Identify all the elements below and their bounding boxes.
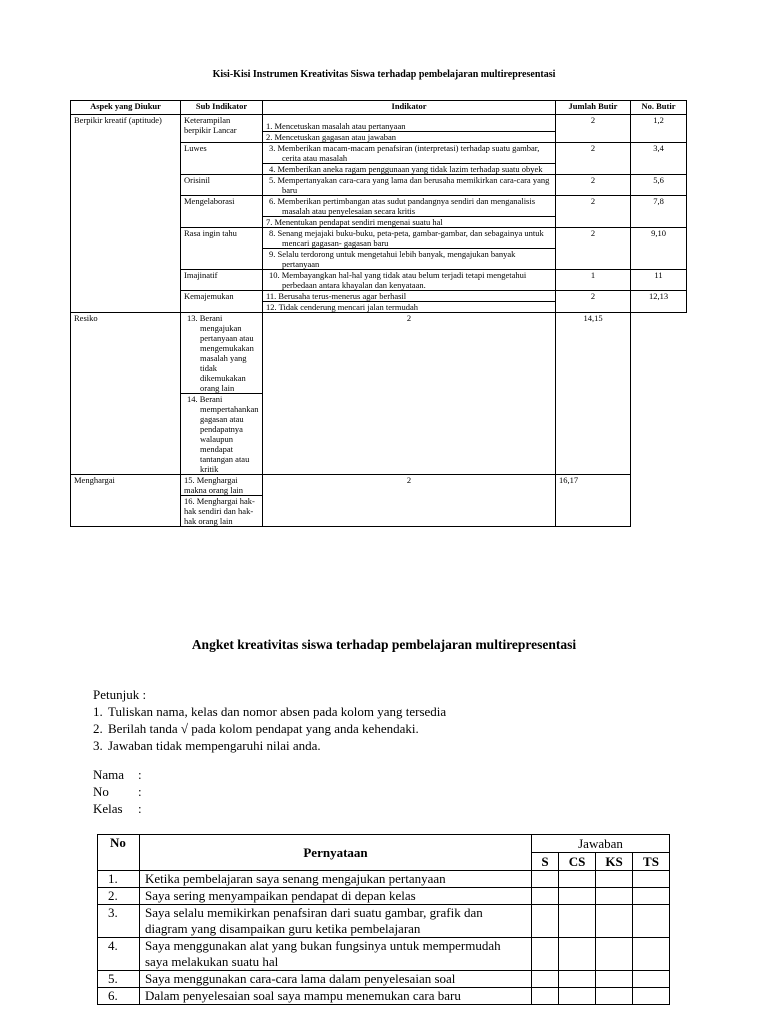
kisi-kisi-table (70, 100, 687, 527)
answer-cell-cs[interactable] (559, 905, 596, 938)
doc1-title: Kisi-Kisi Instrumen Kreativitas Siswa terhadap pembelajaran multirepresentasi (212, 69, 556, 80)
jumlah-cell: 1 (556, 270, 631, 291)
no-butir-cell: 3,4 (631, 143, 687, 175)
answer-cell-ks[interactable] (596, 971, 633, 988)
statement-text: Saya sering menyampaikan pendapat di depan kelas (140, 888, 532, 905)
no-butir-cell: 9,10 (631, 228, 687, 270)
instruction-number: 2. (93, 721, 103, 736)
table-row (98, 888, 670, 905)
field-no (93, 783, 142, 800)
instruction-item (93, 720, 446, 737)
indicator-text: 13. Berani mengajukan pertanyaan atau mengemukakan masalah yang tidak dikemukakan orang lain (187, 313, 254, 393)
answer-cell-cs[interactable] (559, 971, 596, 988)
option-ts: TS (633, 853, 670, 871)
answer-cell-s[interactable] (532, 888, 559, 905)
indicator-text: 4. Memberikan aneka ragam penggunaan yang tidak lazim terhadap suatu obyek (269, 164, 543, 174)
sub-indikator-cell: Orisinil (181, 175, 263, 196)
row-number: 4. (98, 938, 140, 971)
header-no-butir: No. Butir (631, 101, 687, 115)
header-jumlah-butir: Jumlah Butir (556, 101, 631, 115)
header-indikator: Indikator (263, 101, 556, 115)
answer-cell-ks[interactable] (596, 888, 633, 905)
statement-text: Saya menggunakan alat yang bukan fungsinya untuk mempermudah saya melakukan suatu hal (140, 938, 532, 971)
answer-cell-ts[interactable] (633, 988, 670, 1005)
jumlah-cell: 2 (556, 291, 631, 313)
answer-cell-ts[interactable] (633, 971, 670, 988)
row-number: 1. (98, 871, 140, 888)
field-colon: : (138, 784, 142, 799)
indicator-cell: 2. Mencetuskan gagasan atau jawaban (263, 132, 556, 143)
header-aspek: Aspek yang Diukur (71, 101, 181, 115)
jumlah-cell: 2 (556, 196, 631, 228)
jumlah-cell: 2 (556, 115, 631, 143)
indicator-cell: 12. Tidak cenderung mencari jalan termudah (263, 302, 556, 313)
indicator-cell (263, 228, 556, 249)
answer-cell-s[interactable] (532, 905, 559, 938)
table-row (71, 115, 687, 132)
field-label: No (93, 784, 109, 799)
indicator-cell (181, 313, 263, 394)
field-nama (93, 766, 142, 783)
answer-cell-ts[interactable] (633, 905, 670, 938)
answer-cell-cs[interactable] (559, 988, 596, 1005)
instructions (93, 686, 446, 754)
answer-cell-s[interactable] (532, 988, 559, 1005)
doc2-title: Angket kreativitas siswa terhadap pembelajaran multirepresentasi (191, 637, 577, 652)
indicator-cell (263, 175, 556, 196)
instruction-number: 3. (93, 738, 103, 753)
indicator-cell (181, 394, 263, 475)
sub-indikator-cell: Imajinatif (181, 270, 263, 291)
header-pernyataan: Pernyataan (140, 835, 532, 871)
instruction-text: Tuliskan nama, kelas dan nomor absen pada kolom yang tersedia (108, 704, 447, 719)
angket-table (97, 834, 670, 1005)
table-row (98, 871, 670, 888)
statement-text: Saya selalu memikirkan penafsiran dari suatu gambar, grafik dan diagram yang disampaikan guru ketika pembelajaran (140, 905, 532, 938)
answer-cell-ks[interactable] (596, 905, 633, 938)
statement-text: Ketika pembelajaran saya senang mengajukan pertanyaan (140, 871, 532, 888)
no-butir-cell: 1,2 (631, 115, 687, 143)
indicator-cell: 11. Berusaha terus-menerus agar berhasil (263, 291, 556, 302)
indicator-cell (263, 164, 556, 175)
answer-cell-ts[interactable] (633, 888, 670, 905)
table-header-row (71, 101, 687, 115)
table-row (98, 988, 670, 1005)
row-number: 6. (98, 988, 140, 1005)
instruction-item (93, 737, 446, 754)
field-label: Kelas (93, 801, 123, 816)
indicator-cell: 7. Menentukan pendapat sendiri mengenai suatu hal (263, 217, 556, 228)
indicator-cell (263, 270, 556, 291)
field-colon: : (138, 801, 142, 816)
answer-cell-cs[interactable] (559, 871, 596, 888)
answer-cell-ts[interactable] (633, 871, 670, 888)
jumlah-cell: 2 (263, 475, 556, 527)
indicator-cell: 15. Menghargai makna orang lain (181, 475, 263, 496)
instruction-text: Berilah tanda √ pada kolom pendapat yang anda kehendaki. (108, 721, 419, 736)
jumlah-cell: 2 (556, 143, 631, 175)
sub-indikator-cell: Kemajemukan (181, 291, 263, 313)
header-sub-indikator: Sub Indikator (181, 101, 263, 115)
no-butir-cell: 11 (631, 270, 687, 291)
sub-indikator-cell: Rasa ingin tahu (181, 228, 263, 270)
answer-cell-ks[interactable] (596, 988, 633, 1005)
indicator-cell: 16. Menghargai hak-hak sendiri dan hak-hak orang lain (181, 496, 263, 527)
indicator-text: 10. Membayangkan hal-hal yang tidak atau belum terjadi tetapi mengetahui perbedaan antara khayalan dan kenyataan. (269, 270, 527, 290)
row-number: 5. (98, 971, 140, 988)
no-butir-cell: 12,13 (631, 291, 687, 313)
indicator-text: 3. Memberikan macam-macam penafsiran (interpretasi) terhadap suatu gambar, cerita atau masalah (269, 143, 540, 163)
answer-cell-cs[interactable] (559, 938, 596, 971)
indicator-text: 14. Berani mempertahankan gagasan atau pendapatnya walaupun mendapat tantangan atau kritik (187, 394, 259, 474)
option-s: S (532, 853, 559, 871)
instruction-text: Jawaban tidak mempengaruhi nilai anda. (108, 738, 321, 753)
table-row (71, 313, 687, 394)
field-colon: : (138, 767, 142, 782)
petunjuk-label: Petunjuk : (93, 687, 147, 702)
answer-cell-ks[interactable] (596, 871, 633, 888)
no-butir-cell: 14,15 (556, 313, 631, 475)
indicator-text: 8. Senang mejajaki buku-buku, peta-peta, gambar-gambar, dan sebagainya untuk mencari gagasan- gagasan baru (269, 228, 544, 248)
aspect-cell (71, 115, 181, 313)
answer-cell-s[interactable] (532, 871, 559, 888)
table-row (98, 971, 670, 988)
aspect-label: Berpikir kreatif (aptitude) (74, 115, 162, 125)
row-number: 3. (98, 905, 140, 938)
option-ks: KS (596, 853, 633, 871)
no-butir-cell: 7,8 (631, 196, 687, 228)
indicator-text: 6. Memberikan pertimbangan atas sudut pandangnya sendiri dan menganalisis masalah atau penyelesaian secara kritis (269, 196, 536, 216)
indicator-text: 9. Selalu terdorong untuk mengetahui lebih banyak, mengajukan banyak pertanyaan (269, 249, 516, 269)
indicator-cell (263, 249, 556, 270)
sub-indikator-cell: Luwes (181, 143, 263, 175)
statement-text: Dalam penyelesaian soal saya mampu menemukan cara baru (140, 988, 532, 1005)
answer-cell-s[interactable] (532, 938, 559, 971)
indicator-text: 5. Mempertanyakan cara-cara yang lama dan berusaha memikirkan cara-cara yang baru (269, 175, 550, 195)
indicator-cell: 1. Mencetuskan masalah atau pertanyaan (263, 115, 556, 132)
table-row (71, 475, 687, 496)
identity-fields (93, 766, 142, 817)
answer-cell-s[interactable] (532, 971, 559, 988)
table-row (98, 938, 670, 971)
field-kelas (93, 800, 142, 817)
answer-cell-ts[interactable] (633, 938, 670, 971)
sub-indikator-cell: Resiko (71, 313, 181, 475)
no-butir-cell: 16,17 (556, 475, 631, 527)
sub-indikator-cell: Menghargai (71, 475, 181, 527)
table-row (98, 905, 670, 938)
row-number: 2. (98, 888, 140, 905)
option-cs: CS (559, 853, 596, 871)
indicator-cell (263, 143, 556, 164)
answer-cell-cs[interactable] (559, 888, 596, 905)
instruction-item (93, 703, 446, 720)
jumlah-cell: 2 (556, 228, 631, 270)
answer-cell-ks[interactable] (596, 938, 633, 971)
table-header-row (98, 835, 670, 853)
no-butir-cell: 5,6 (631, 175, 687, 196)
statement-text: Saya menggunakan cara-cara lama dalam penyelesaian soal (140, 971, 532, 988)
field-label: Nama (93, 767, 125, 782)
indicator-cell (263, 196, 556, 217)
header-no: No (98, 835, 140, 871)
jumlah-cell: 2 (556, 175, 631, 196)
instruction-number: 1. (93, 704, 103, 719)
sub-indikator-cell: Keterampilan berpikir Lancar (181, 115, 263, 143)
jumlah-cell: 2 (263, 313, 556, 475)
header-jawaban: Jawaban (532, 835, 670, 853)
sub-indikator-cell: Mengelaborasi (181, 196, 263, 228)
